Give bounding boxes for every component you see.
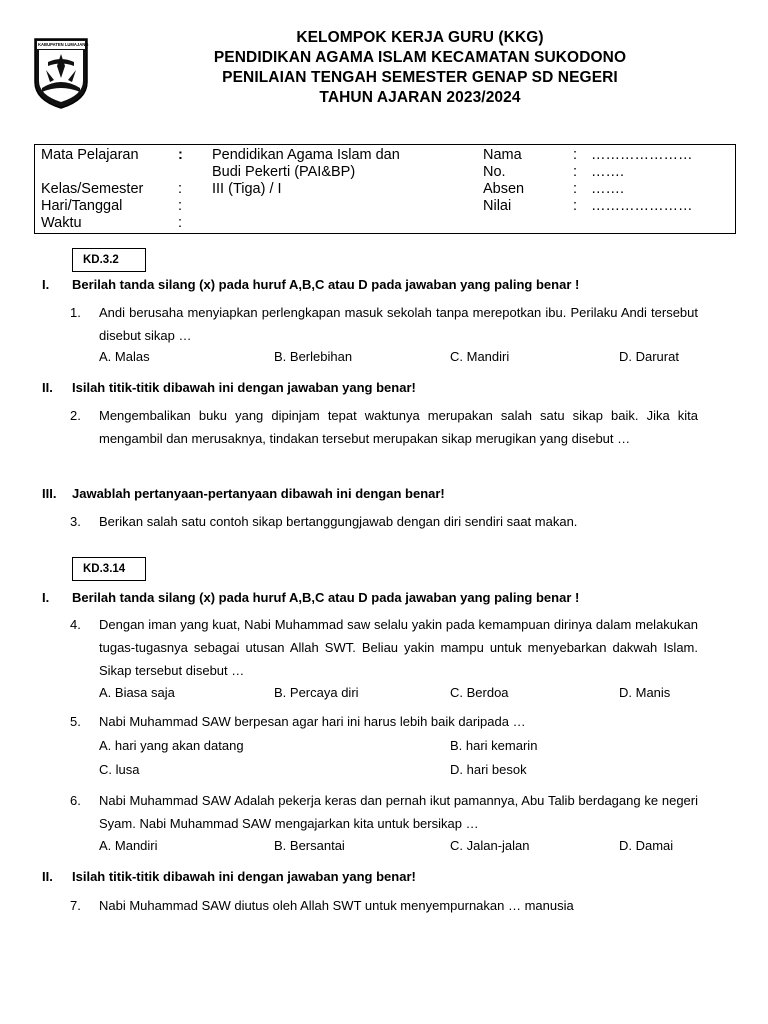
option-a: A. Mandiri — [99, 838, 158, 853]
question-1 — [70, 301, 698, 347]
section-text: Berilah tanda silang (x) pada huruf A,B,C atau D pada jawaban yang paling benar ! — [72, 590, 580, 605]
number-value: ……. — [591, 164, 625, 180]
question-text: Dengan iman yang kuat, Nabi Muhammad saw selalu yakin pada kemampuan dirinya dalam melakukan tugas-tugasnya sebagai utusan Allah SWT. Beliau yakin mampu untuk menyebarkan dakwah Islam. Sikap tersebut disebut … — [99, 617, 698, 678]
question-5 — [70, 710, 698, 733]
option-d: D. Manis — [619, 685, 671, 700]
student-info-box — [34, 144, 736, 234]
class-value: III (Tiga) / I — [212, 181, 282, 197]
date-label: Hari/Tanggal — [41, 198, 123, 214]
option-b: B. Bersantai — [274, 838, 345, 853]
question-text: Nabi Muhammad SAW Adalah pekerja keras dan pernah ikut pamannya, Abu Talib berdagang ke negeri Syam. Nabi Muhammad SAW mengajarkan kita untuk bersikap … — [99, 793, 698, 831]
logo-text: KABUPATEN LUMAJANG — [38, 42, 89, 47]
section-number: I. — [42, 277, 50, 292]
question-number: 1. — [70, 305, 81, 320]
header-line-1: KELOMPOK KERJA GURU (KKG) — [296, 29, 544, 46]
section-text: Jawablah pertanyaan-pertanyaan dibawah ini dengan benar! — [72, 486, 445, 501]
score-colon: : — [573, 198, 578, 214]
question-text: Nabi Muhammad SAW diutus oleh Allah SWT untuk menyempurnakan … manusia — [99, 898, 574, 913]
question-number: 2. — [70, 408, 81, 423]
header-line-2: PENDIDIKAN AGAMA ISLAM KECAMATAN SUKODONO — [213, 49, 627, 66]
section-number: II. — [42, 380, 53, 395]
option-a: A. hari yang akan datang — [99, 738, 244, 753]
number-colon: : — [573, 164, 578, 180]
question-number: 4. — [70, 617, 81, 632]
option-d: D. Damai — [619, 838, 674, 853]
question-number: 7. — [70, 898, 81, 913]
attendance-colon: : — [573, 181, 578, 197]
name-colon: : — [573, 147, 578, 163]
question-number: 6. — [70, 793, 81, 808]
subject-value-2: Budi Pekerti (PAI&BP) — [212, 164, 356, 180]
score-label: Nilai — [483, 198, 512, 214]
subject-colon: : — [178, 147, 183, 163]
class-colon: : — [178, 181, 183, 197]
question-text: Berikan salah satu contoh sikap bertanggungjawab dengan diri sendiri saat makan. — [99, 514, 578, 529]
section-text: Berilah tanda silang (x) pada huruf A,B,C atau D pada jawaban yang paling benar ! — [72, 277, 580, 292]
name-label: Nama — [483, 147, 522, 163]
header-line-4: TAHUN AJARAN 2023/2024 — [319, 89, 521, 106]
option-c: C. Jalan-jalan — [450, 838, 530, 853]
option-a: A. Biasa saja — [99, 685, 175, 700]
section-text: Isilah titik-titik dibawah ini dengan jawaban yang benar! — [72, 869, 416, 884]
subject-value-1: Pendidikan Agama Islam dan — [212, 147, 400, 163]
question-text: Mengembalikan buku yang dipinjam tepat waktunya merupakan salah satu sikap baik. Jika kita mengambil dan merusaknya, tindakan tersebut merupakan sikap merugikan yang disebut … — [99, 408, 698, 446]
header-line-3: PENILAIAN TENGAH SEMESTER GENAP SD NEGERI — [222, 69, 618, 86]
score-value: ………………… — [591, 198, 693, 214]
option-b: B. hari kemarin — [450, 738, 538, 753]
question-3 — [70, 510, 698, 533]
question-7 — [70, 894, 698, 917]
option-c: C. Berdoa — [450, 685, 509, 700]
question-text: Nabi Muhammad SAW berpesan agar hari ini harus lebih baik daripada … — [99, 714, 526, 729]
kd-label-3-14: KD.3.14 — [72, 557, 146, 581]
subject-label: Mata Pelajaran — [41, 147, 139, 163]
question-number: 3. — [70, 514, 81, 529]
time-label: Waktu — [41, 215, 82, 231]
attendance-label: Absen — [483, 181, 525, 197]
option-d: D. hari besok — [450, 762, 527, 777]
option-a: A. Malas — [99, 349, 150, 364]
section-number: I. — [42, 590, 50, 605]
question-text: Andi berusaha menyiapkan perlengkapan masuk sekolah tanpa merepotkan ibu. Perilaku Andi tersebut disebut sikap … — [99, 305, 698, 343]
option-b: B. Berlebihan — [274, 349, 353, 364]
number-label: No. — [483, 164, 506, 180]
kd-label-3-2: KD.3.2 — [72, 248, 146, 272]
option-c: C. lusa — [99, 762, 140, 777]
option-c: C. Mandiri — [450, 349, 510, 364]
question-number: 5. — [70, 714, 81, 729]
section-number: II. — [42, 869, 53, 884]
question-2 — [70, 404, 698, 450]
document-header — [100, 28, 740, 108]
section-number: III. — [42, 486, 57, 501]
date-colon: : — [178, 198, 183, 214]
option-b: B. Percaya diri — [274, 685, 359, 700]
name-value: ………………… — [591, 147, 693, 163]
class-label: Kelas/Semester — [41, 181, 144, 197]
attendance-value: ……. — [591, 181, 625, 197]
section-text: Isilah titik-titik dibawah ini dengan jawaban yang benar! — [72, 380, 416, 395]
regency-logo-icon — [32, 36, 90, 110]
option-d: D. Darurat — [619, 349, 679, 364]
time-colon: : — [178, 215, 183, 231]
question-6 — [70, 789, 698, 835]
question-4 — [70, 613, 698, 682]
